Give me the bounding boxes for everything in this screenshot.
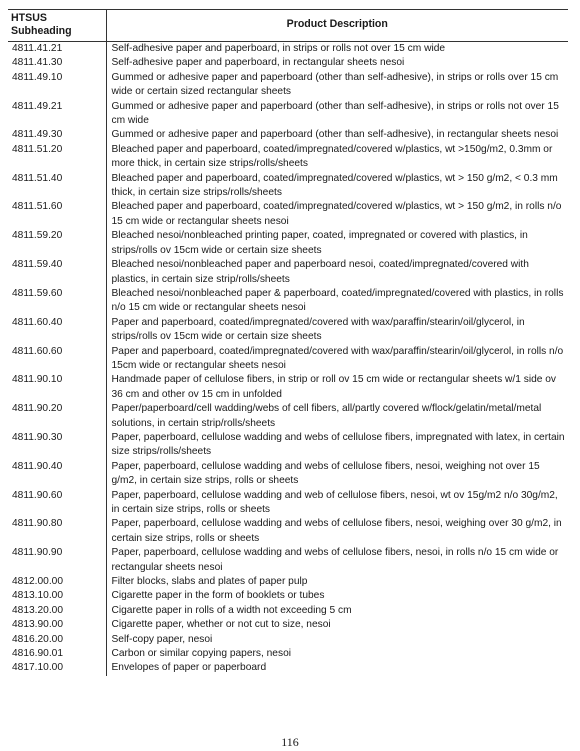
product-description: Bleached nesoi/nonbleached paper and paperboard nesoi, coated/impregnated/covered with plastics, in certain size strip/rolls/sheets (111, 259, 529, 285)
table-row (8, 56, 568, 70)
product-description: Gummed or adhesive paper and paperboard (other than self-adhesive), in strips or rolls over 15 cm wide or certain sized rectangular sheets (111, 71, 559, 98)
table-row (8, 128, 568, 142)
product-description: Cigarette paper in rolls of a width not exceeding 5 cm (111, 604, 352, 616)
table-row (8, 604, 568, 618)
subheading-code: 4816.90.01 (8, 647, 106, 661)
table-row (8, 200, 568, 229)
product-description: Paper, paperboard, cellulose wadding and webs of cellulose fibers, impregnated with latex, in certain size strips/rolls/sheets (111, 431, 565, 458)
product-description: Paper, paperboard, cellulose wadding and web of cellulose fibers, nesoi, wt ov 15g/m2 n/o 30g/m2, in certain size strips, rolls or sheets (111, 489, 558, 515)
subheading-code: 4811.90.40 (8, 460, 106, 489)
product-description: Bleached paper and paperboard, coated/impregnated/covered w/plastics, wt > 150 g/m2, < 0.3 mm thick, in certain size strips/rolls/sheets (111, 172, 558, 199)
table-row (8, 589, 568, 603)
product-description: Self-copy paper, nesoi (111, 633, 213, 645)
table-body (8, 42, 568, 676)
product-description: Bleached paper and paperboard, coated/impregnated/covered w/plastics, wt > 150 g/m2, in rolls n/o 15 cm wide or rectangular sheets nesoi (111, 201, 562, 227)
subheading-code: 4811.90.90 (8, 546, 106, 575)
product-description: Filter blocks, slabs and plates of paper pulp (111, 576, 308, 588)
table-row (8, 647, 568, 661)
table-row (8, 373, 568, 402)
column-header-subheading-line1: HTSUS (11, 12, 47, 24)
table-row (8, 345, 568, 374)
product-description: Bleached nesoi/nonbleached printing paper, coated, impregnated or covered with plastics, in strips/rolls ov 15cm wide or certain size sheets (111, 230, 528, 256)
subheading-code: 4811.90.80 (8, 517, 106, 546)
table-row (8, 42, 568, 57)
column-header-description: Product Description (106, 10, 568, 42)
product-description: Bleached nesoi/nonbleached paper & paperboard, coated/impregnated/covered with plastics, in rolls n/o 15 cm wide or rectangular sheets nesoi (111, 287, 564, 314)
subheading-code: 4811.49.10 (8, 71, 106, 100)
subheading-code: 4811.90.10 (8, 373, 106, 402)
table-row (8, 575, 568, 589)
table-row (8, 460, 568, 489)
product-description: Cigarette paper in the form of booklets or tubes (111, 590, 325, 602)
subheading-code: 4811.59.60 (8, 287, 106, 316)
table-row (8, 71, 568, 100)
table-row (8, 229, 568, 258)
product-description: Bleached paper and paperboard, coated/impregnated/covered w/plastics, wt >150g/m2, 0.3mm or more thick, in certain size strips/rolls/sheets (111, 143, 553, 170)
product-description: Gummed or adhesive paper and paperboard (other than self-adhesive), in strips or rolls not over 15 cm wide (111, 100, 559, 127)
product-description: Paper and paperboard, coated/impregnated/covered with wax/paraffin/stearin/oil/glycerol, in rolls n/o 15cm wide or rectangular sheets nesoi (111, 345, 564, 371)
subheading-code: 4811.90.30 (8, 431, 106, 460)
subheading-code: 4811.60.40 (8, 316, 106, 345)
product-description: Self-adhesive paper and paperboard, in strips or rolls not over 15 cm wide (111, 43, 446, 54)
table-row (8, 258, 568, 287)
subheading-code: 4811.51.60 (8, 200, 106, 229)
subheading-code: 4812.00.00 (8, 575, 106, 589)
subheading-code: 4811.60.60 (8, 345, 106, 374)
product-description: Paper, paperboard, cellulose wadding and webs of cellulose fibers, nesoi, weighing not over 15 g/m2, in certain size strips, rolls or sheets (111, 460, 540, 487)
product-description: Carbon or similar copying papers, nesoi (111, 648, 291, 660)
product-description: Self-adhesive paper and paperboard, in rectangular sheets nesoi (111, 57, 405, 69)
table-row (8, 316, 568, 345)
table-row (8, 489, 568, 518)
subheading-code: 4811.41.21 (8, 42, 106, 57)
subheading-code: 4817.10.00 (8, 661, 106, 675)
product-description: Paper/paperboard/cell wadding/webs of cell fibers, all/partly covered w/flock/gelatin/metal/metal solutions, in certain strip/rolls/sheets (111, 403, 542, 429)
table-row (8, 431, 568, 460)
subheading-code: 4813.90.00 (8, 618, 106, 632)
subheading-code: 4811.51.20 (8, 143, 106, 172)
table-row (8, 402, 568, 431)
product-description: Envelopes of paper or paperboard (111, 662, 267, 674)
page-number: 116 (281, 735, 299, 749)
table-row (8, 172, 568, 201)
subheading-code: 4816.20.00 (8, 633, 106, 647)
column-header-subheading-line2: Subheading (11, 25, 72, 37)
table-row (8, 618, 568, 632)
subheading-code: 4811.90.60 (8, 489, 106, 518)
table-row (8, 546, 568, 575)
table-row (8, 517, 568, 546)
product-description: Cigarette paper, whether or not cut to size, nesoi (111, 619, 331, 631)
table-row (8, 287, 568, 316)
product-description: Gummed or adhesive paper and paperboard (other than self-adhesive), in rectangular sheets nesoi (111, 129, 559, 141)
table-header-row (8, 10, 568, 42)
subheading-code: 4813.20.00 (8, 604, 106, 618)
subheading-code: 4811.49.30 (8, 128, 106, 142)
subheading-code: 4811.59.40 (8, 258, 106, 287)
subheading-code: 4811.41.30 (8, 56, 106, 70)
product-description: Handmade paper of cellulose fibers, in strip or roll ov 15 cm wide or rectangular sheets w/1 side ov 36 cm and other ov 15 cm in unfolded (111, 374, 557, 400)
table-row (8, 100, 568, 129)
subheading-code: 4811.59.20 (8, 229, 106, 258)
column-header-subheading (8, 10, 106, 42)
product-description: Paper and paperboard, coated/impregnated/covered with wax/paraffin/stearin/oil/glycerol, in strips/rolls ov 15cm wide or certain size sheets (111, 316, 525, 343)
subheading-code: 4811.49.21 (8, 100, 106, 129)
table-row (8, 143, 568, 172)
table-row (8, 633, 568, 647)
table-row (8, 661, 568, 675)
subheading-code: 4813.10.00 (8, 589, 106, 603)
htsus-table (8, 9, 568, 676)
subheading-code: 4811.51.40 (8, 172, 106, 201)
subheading-code: 4811.90.20 (8, 402, 106, 431)
product-description: Paper, paperboard, cellulose wadding and webs of cellulose fibers, nesoi, weighing over 30 g/m2, in certain size strips, rolls or sheets (111, 518, 562, 544)
product-description: Paper, paperboard, cellulose wadding and webs of cellulose fibers, nesoi, in rolls n/o 15 cm wide or rectangular sheets nesoi (111, 547, 559, 573)
